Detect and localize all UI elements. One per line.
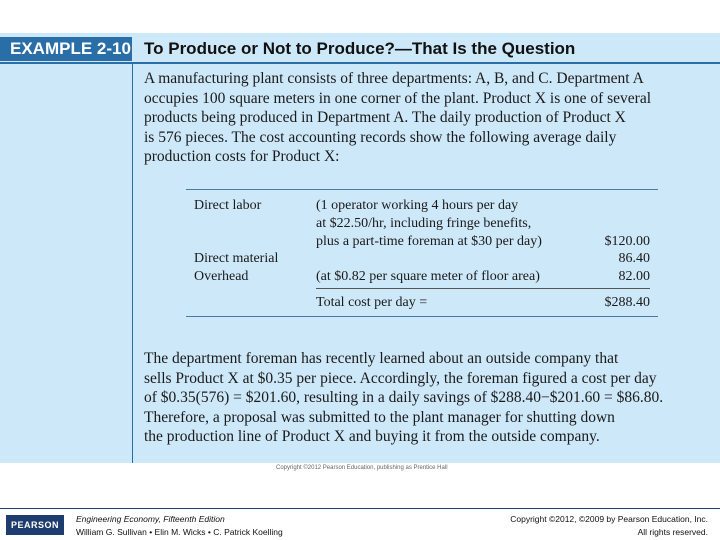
paragraph-line: The department foreman has recently learned about an outside company that [144,350,619,367]
paragraph-line: A manufacturing plant consists of three departments: A, B, and C. Department A [144,70,644,87]
cost-amount: $120.00 [604,234,650,249]
cost-item: Overhead [194,269,249,284]
image-copyright: Copyright ©2012 Pearson Education, publishing as Prentice Hall [276,465,448,471]
book-citation [76,513,283,539]
cost-item: Direct labor [194,198,262,213]
cost-amount: 86.40 [618,251,650,266]
paragraph-line: products being produced in Department A. The daily production of Product X [144,109,626,126]
book-title: Engineering Economy, Fifteenth Edition [76,514,225,524]
pearson-logo: PEARSON [6,515,64,535]
margin-rule [132,63,133,463]
paragraph-line: production costs for Product X: [144,148,340,165]
copyright-line: Copyright ©2012, ©2009 by Pearson Education, Inc. [510,514,708,524]
problem-paragraph [144,69,700,167]
cost-detail: plus a part-time foreman at $30 per day) [316,234,542,249]
paragraph-line: Therefore, a proposal was submitted to the plant manager for shutting down [144,408,615,426]
paragraph-line: occupies 100 square meters in one corner of the plant. Product X is one of several [144,89,652,107]
book-authors: William G. Sullivan • Elin M. Wicks • C. Patrick Koelling [76,527,283,537]
publisher-copyright [510,513,708,539]
paragraph-line: the production line of Product X and buying it from the outside company. [144,428,600,445]
total-amount: $288.40 [604,295,650,310]
cost-table [186,189,658,317]
cost-item: Direct material [194,251,279,266]
cost-detail: (1 operator working 4 hours per day [316,198,519,213]
total-label: Total cost per day = [316,295,428,310]
example-title: To Produce or Not to Produce?—That Is the Question [144,39,576,58]
cost-amount: 82.00 [618,269,650,284]
total-rule [316,288,650,289]
paragraph-line: sells Product X at $0.35 per piece. Accordingly, the foreman figured a cost per day [144,369,657,387]
footer-rule [0,508,720,509]
proposal-paragraph [144,349,700,447]
paragraph-line: of $0.35(576) = $201.60, resulting in a daily savings of $288.40−$201.60 = $86.80. [144,389,664,406]
paragraph-line: is 576 pieces. The cost accounting records show the following average daily [144,128,617,146]
cost-detail: at $22.50/hr, including fringe benefits, [316,216,532,231]
cost-detail: (at $0.82 per square meter of floor area) [316,269,540,284]
header-rule [0,62,720,64]
example-label: EXAMPLE 2-10 [0,37,132,61]
copyright-line: All rights reserved. [637,527,708,537]
